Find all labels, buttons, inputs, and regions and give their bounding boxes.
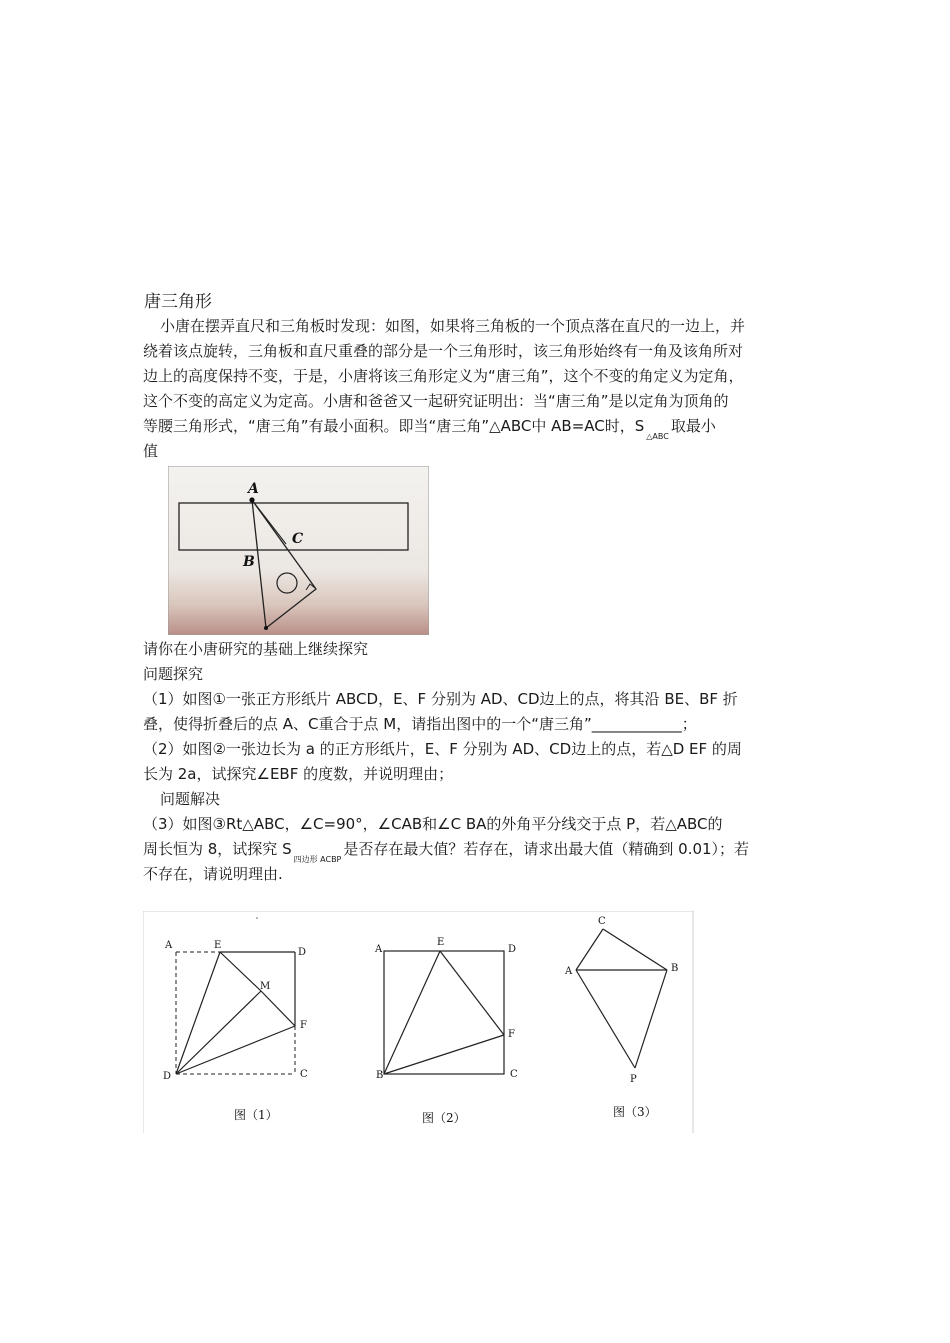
fig3-label-b: B (671, 963, 679, 974)
fig3-label-p: P (630, 1074, 637, 1085)
fig3-label-a: A (565, 966, 573, 977)
fig1-caption: 图（1） (234, 1108, 278, 1122)
quad-subscript: 四边形 ACBP (293, 855, 342, 864)
question-3-line: 不存在，请说明理由. (143, 865, 283, 883)
question-1-line: （1）如图①一张正方形纸片 ABCD，E、F 分别为 AD、CD边上的点，将其沿 BE、BF 折 (143, 690, 738, 708)
fig2-label-b: B (376, 1070, 384, 1081)
fig3-caption: 图（3） (613, 1105, 657, 1119)
fig1-label-f: F (300, 1020, 307, 1031)
intro-line: 这个不变的高定义为定高。小唐和爸爸又一起研究证明出：当“唐三角”是以定角为顶角的 (143, 392, 729, 410)
figure-2 (374, 937, 518, 1125)
page-title: 唐三角形 (144, 292, 212, 312)
section-heading: 问题探究 (143, 665, 204, 683)
question-3-line: （3）如图③Rt△ABC，∠C=90°，∠CAB和∠C BA的外角平分线交于点 P，若△ABC的 (143, 815, 723, 833)
section-heading: 问题解决 (160, 790, 221, 808)
question-1-line: 叠，使得折叠后的点 A、C重合于点 M，请指出图中的一个“唐三角”____________； (143, 715, 697, 733)
figure-3 (564, 916, 678, 1119)
fig2-label-f: F (508, 1029, 515, 1040)
figure-1 (163, 940, 308, 1122)
intro-line: 小唐在摆弄直尺和三角板时发现：如图，如果将三角板的一个顶点落在直尺的一边上，并 (160, 317, 746, 335)
fig2-label-a: A (375, 944, 383, 955)
question-2-line: （2）如图②一张边长为 a 的正方形纸片，E、F 分别为 AD、CD边上的点，若△D EF 的周 (143, 740, 742, 758)
fig1-label-m: M (260, 981, 271, 992)
fig1-label-e: E (214, 940, 222, 951)
fig1-label-b: D (163, 1071, 172, 1082)
fig2-label-d: D (508, 944, 517, 955)
intro-line: 边上的高度保持不变，于是，小唐将该三角形定义为“唐三角”，这个不变的角定义为定角， (143, 367, 744, 385)
fig3-label-c: C (598, 916, 606, 927)
question-2-line: 长为 2a，试探究∠EBF 的度数，并说明理由； (143, 765, 454, 783)
question-3-text: 是否存在最大值？若存在，请求出最大值（精确到 0.01）；若 (343, 840, 750, 858)
fig1-label-d: D (298, 947, 307, 958)
figures-panel (143, 911, 694, 1133)
problem-paragraph (143, 637, 809, 887)
fig2-label-c: C (510, 1069, 518, 1080)
label-b: B (243, 554, 255, 570)
intro-line-text: 等腰三角形式，“唐三角”有最小面积。即当“唐三角”△ABC中 AB=AC时，S (143, 417, 645, 435)
intro-line-tail: 取最小 (670, 417, 716, 435)
intro-line: 绕着该点旋转，三角板和直尺重叠的部分是一个三角形时，该三角形始终有一角及该角所对 (143, 342, 744, 360)
continue-line: 请你在小唐研究的基础上继续探究 (143, 640, 369, 658)
intro-paragraph (143, 314, 809, 464)
intro-line (143, 414, 809, 439)
area-subscript: △ABC (646, 432, 669, 441)
fig1-label-a: A (165, 940, 173, 951)
label-c: C (292, 531, 304, 547)
fig2-caption: 图（2） (422, 1111, 466, 1125)
fig2-label-e: E (437, 937, 445, 948)
ruler-triangle-photo (168, 466, 429, 635)
fig1-label-c: C (300, 1069, 308, 1080)
question-3-line (143, 837, 809, 862)
intro-line: 值 (143, 442, 159, 460)
label-a: A (248, 481, 259, 497)
question-3-text: 周长恒为 8，试探究 S (143, 840, 292, 858)
vertex-a-dot (249, 497, 254, 502)
